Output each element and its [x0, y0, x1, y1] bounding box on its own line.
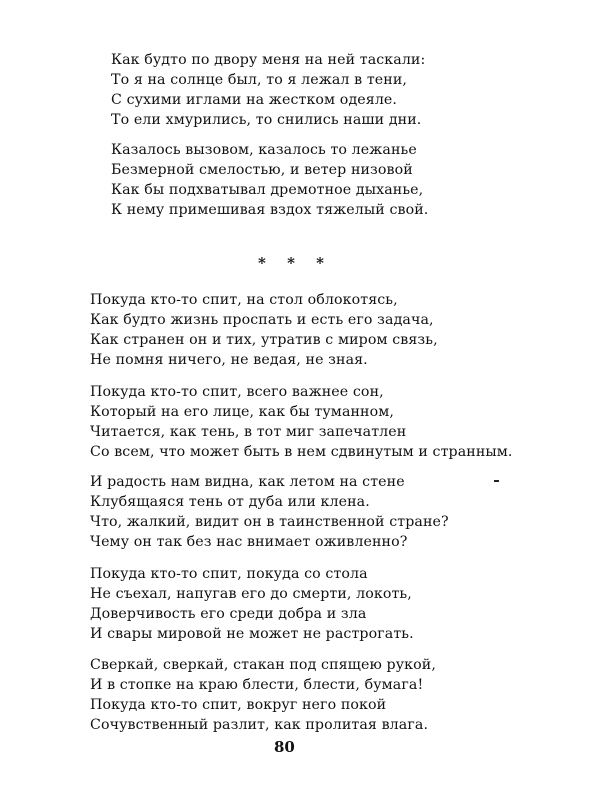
verse-line: Не помня ничего, не ведая, не зная. — [90, 352, 368, 368]
verse-line: Как будто по двору меня на ней таскали: — [111, 52, 426, 68]
verse-line: Что, жалкий, видит он в таинственной стране? — [90, 514, 449, 530]
verse-line: Покуда кто-то спит, покуда со стола — [90, 566, 368, 582]
verse-line: И радость нам видна, как летом на стене — [90, 474, 405, 490]
section-separator: * * * — [258, 254, 332, 272]
verse-line: И свары мировой не может не растрогать. — [90, 626, 414, 642]
verse-line: То я на солнце был, то я лежал в тени, — [111, 72, 408, 88]
verse-line: Сочувственный разлит, как пролитая влага. — [90, 717, 429, 733]
page-number: 80 — [274, 738, 295, 756]
verse-line: Чему он так без нас внимает оживленно? — [90, 534, 408, 550]
verse-line: Клубящаяся тень от дуба или клена. — [90, 494, 370, 510]
verse-line: К нему примешивая вздох тяжелый свой. — [111, 202, 429, 218]
verse-line: То ели хмурились, то снились наши дни. — [111, 112, 422, 128]
verse-line: Покуда кто-то спит, всего важнее сон, — [90, 384, 384, 400]
verse-line: Который на его лице, как бы туманном, — [90, 404, 394, 420]
verse-line: Как странен он и тих, утратив с миром связь, — [90, 332, 438, 348]
verse-line: Доверчивость его среди добра и зла — [90, 606, 367, 622]
verse-line: Как будто жизнь проспать и есть его задача, — [90, 312, 434, 328]
verse-line: Покуда кто-то спит, вокруг него покой — [90, 697, 387, 713]
verse-line: Со всем, что может быть в нем сдвинутым и странным. — [90, 444, 513, 460]
verse-line: Безмерной смелостью, и ветер низовой — [111, 162, 413, 178]
verse-line: С сухими иглами на жестком одеяле. — [111, 92, 398, 108]
print-speck — [494, 480, 499, 482]
verse-line: Покуда кто-то спит, на стол облокотясь, — [90, 292, 398, 308]
verse-line: Сверкай, сверкай, стакан под спящею рукой, — [90, 657, 436, 673]
verse-line: Не съехал, напугав его до смерти, локоть, — [90, 586, 412, 602]
verse-line: Казалось вызовом, казалось то лежанье — [111, 142, 417, 158]
verse-line: И в стопке на краю блести, блести, бумага! — [90, 677, 424, 693]
verse-line: Как бы подхватывал дремотное дыханье, — [111, 182, 424, 198]
verse-line: Читается, как тень, в тот миг запечатлен — [90, 424, 407, 440]
